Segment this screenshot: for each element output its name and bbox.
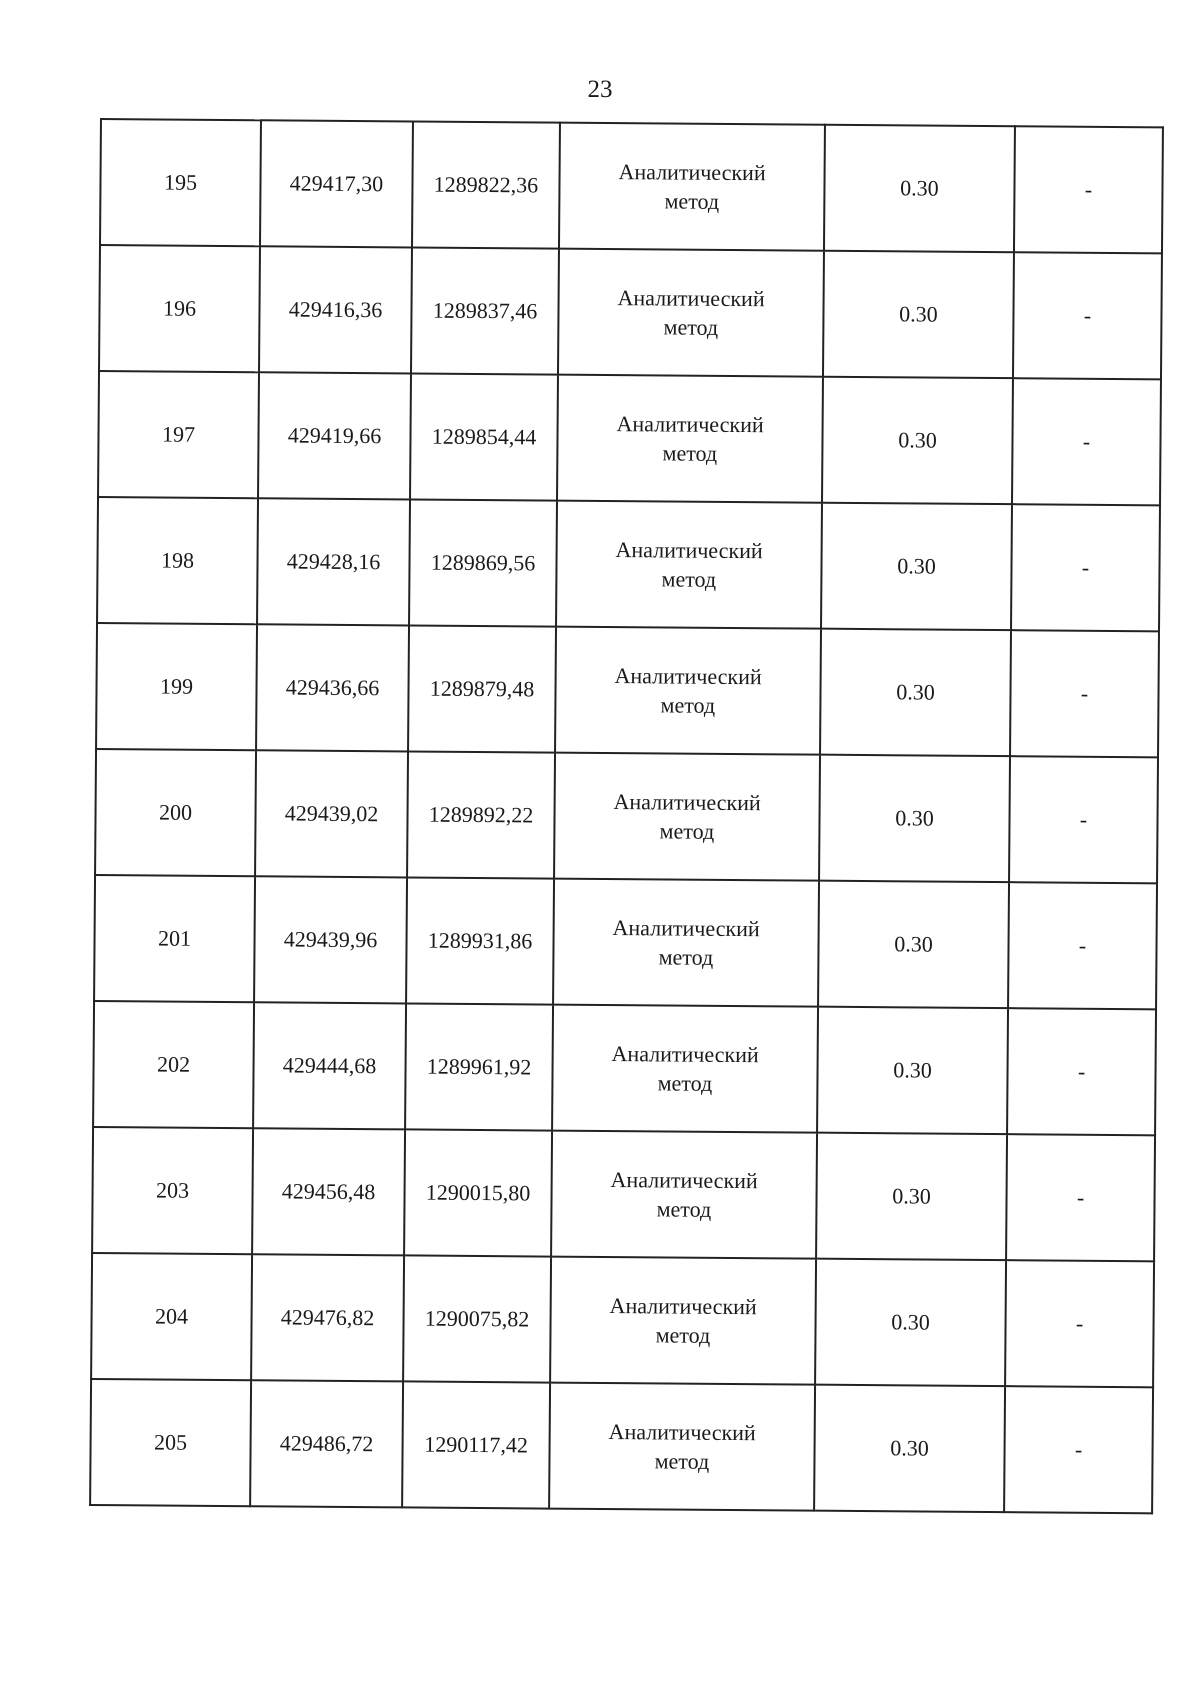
point-number-cell: 196: [99, 245, 260, 372]
point-number-cell: 200: [95, 749, 256, 876]
point-number-cell: 203: [92, 1127, 253, 1254]
table-row: [97, 497, 1160, 631]
accuracy-cell: 0.30: [814, 1385, 1005, 1512]
x-coordinate-cell: 429439,96: [254, 876, 407, 1003]
method-text: Аналитический метод: [608, 1419, 756, 1474]
point-number-cell: 205: [90, 1379, 251, 1506]
y-coordinate-cell: 1289961,92: [405, 1003, 553, 1130]
note-cell: -: [1004, 1386, 1153, 1513]
method-text: Аналитический метод: [617, 285, 765, 340]
method-cell: [554, 753, 820, 881]
accuracy-cell: 0.30: [823, 251, 1014, 378]
x-coordinate-cell: 429436,66: [256, 624, 409, 751]
method-text: Аналитический метод: [614, 663, 762, 718]
coordinates-table: [89, 118, 1164, 1514]
note-cell: -: [1005, 1260, 1154, 1387]
y-coordinate-cell: 1289892,22: [407, 751, 555, 878]
point-number-cell: 195: [100, 119, 261, 246]
accuracy-cell: 0.30: [817, 1007, 1008, 1134]
note-cell: -: [1006, 1134, 1155, 1261]
y-coordinate-cell: 1289931,86: [406, 877, 554, 1004]
accuracy-cell: 0.30: [816, 1133, 1007, 1260]
method-cell: [559, 123, 825, 251]
accuracy-cell: 0.30: [824, 125, 1015, 252]
accuracy-cell: 0.30: [819, 755, 1010, 882]
table-row: [93, 1001, 1156, 1135]
table-row: [90, 1379, 1153, 1513]
point-number-cell: 197: [98, 371, 259, 498]
x-coordinate-cell: 429439,02: [255, 750, 408, 877]
table-row: [99, 245, 1162, 379]
accuracy-cell: 0.30: [818, 881, 1009, 1008]
method-text: Аналитический метод: [618, 159, 766, 214]
point-number-cell: 198: [97, 497, 258, 624]
x-coordinate-cell: 429417,30: [260, 120, 413, 247]
note-cell: -: [1010, 630, 1159, 757]
x-coordinate-cell: 429456,48: [252, 1128, 405, 1255]
note-cell: -: [1011, 504, 1160, 631]
method-cell: [550, 1257, 816, 1385]
method-cell: [551, 1131, 817, 1259]
x-coordinate-cell: 429419,66: [258, 372, 411, 499]
table-row: [92, 1127, 1155, 1261]
note-cell: -: [1009, 756, 1158, 883]
point-number-cell: 199: [96, 623, 257, 750]
note-cell: -: [1013, 252, 1162, 379]
x-coordinate-cell: 429444,68: [253, 1002, 406, 1129]
x-coordinate-cell: 429476,82: [251, 1254, 404, 1381]
x-coordinate-cell: 429486,72: [250, 1380, 403, 1507]
method-cell: [558, 249, 824, 377]
table-row: [94, 875, 1157, 1009]
accuracy-cell: 0.30: [815, 1259, 1006, 1386]
method-cell: [549, 1383, 815, 1511]
method-cell: [553, 879, 819, 1007]
table-row: [91, 1253, 1154, 1387]
method-text: Аналитический метод: [613, 789, 761, 844]
coordinates-table-body: [90, 119, 1163, 1513]
coordinates-table-container: [89, 118, 1150, 1514]
table-row: [100, 119, 1163, 253]
accuracy-cell: 0.30: [822, 377, 1013, 504]
method-text: Аналитический метод: [611, 1041, 759, 1096]
point-number-cell: 202: [93, 1001, 254, 1128]
x-coordinate-cell: 429428,16: [257, 498, 410, 625]
method-text: Аналитический метод: [609, 1293, 757, 1348]
method-text: Аналитический метод: [610, 1167, 758, 1222]
note-cell: -: [1008, 882, 1157, 1009]
point-number-cell: 204: [91, 1253, 252, 1380]
y-coordinate-cell: 1289879,48: [408, 625, 556, 752]
method-text: Аналитический метод: [612, 915, 760, 970]
page-number: 23: [587, 76, 613, 103]
x-coordinate-cell: 429416,36: [259, 246, 412, 373]
y-coordinate-cell: 1290015,80: [404, 1129, 552, 1256]
method-cell: [555, 627, 821, 755]
note-cell: -: [1014, 126, 1163, 253]
y-coordinate-cell: 1290117,42: [402, 1381, 550, 1508]
point-number-cell: 201: [94, 875, 255, 1002]
method-text: Аналитический метод: [615, 537, 763, 592]
table-row: [96, 623, 1159, 757]
accuracy-cell: 0.30: [820, 629, 1011, 756]
method-cell: [557, 375, 823, 503]
accuracy-cell: 0.30: [821, 503, 1012, 630]
y-coordinate-cell: 1289837,46: [411, 247, 559, 374]
table-row: [95, 749, 1158, 883]
y-coordinate-cell: 1289822,36: [412, 121, 560, 248]
y-coordinate-cell: 1289854,44: [410, 373, 558, 500]
method-cell: [556, 501, 822, 629]
method-cell: [552, 1005, 818, 1133]
method-text: Аналитический метод: [616, 411, 764, 466]
y-coordinate-cell: 1290075,82: [403, 1255, 551, 1382]
note-cell: -: [1007, 1008, 1156, 1135]
y-coordinate-cell: 1289869,56: [409, 499, 557, 626]
note-cell: -: [1012, 378, 1161, 505]
table-row: [98, 371, 1161, 505]
